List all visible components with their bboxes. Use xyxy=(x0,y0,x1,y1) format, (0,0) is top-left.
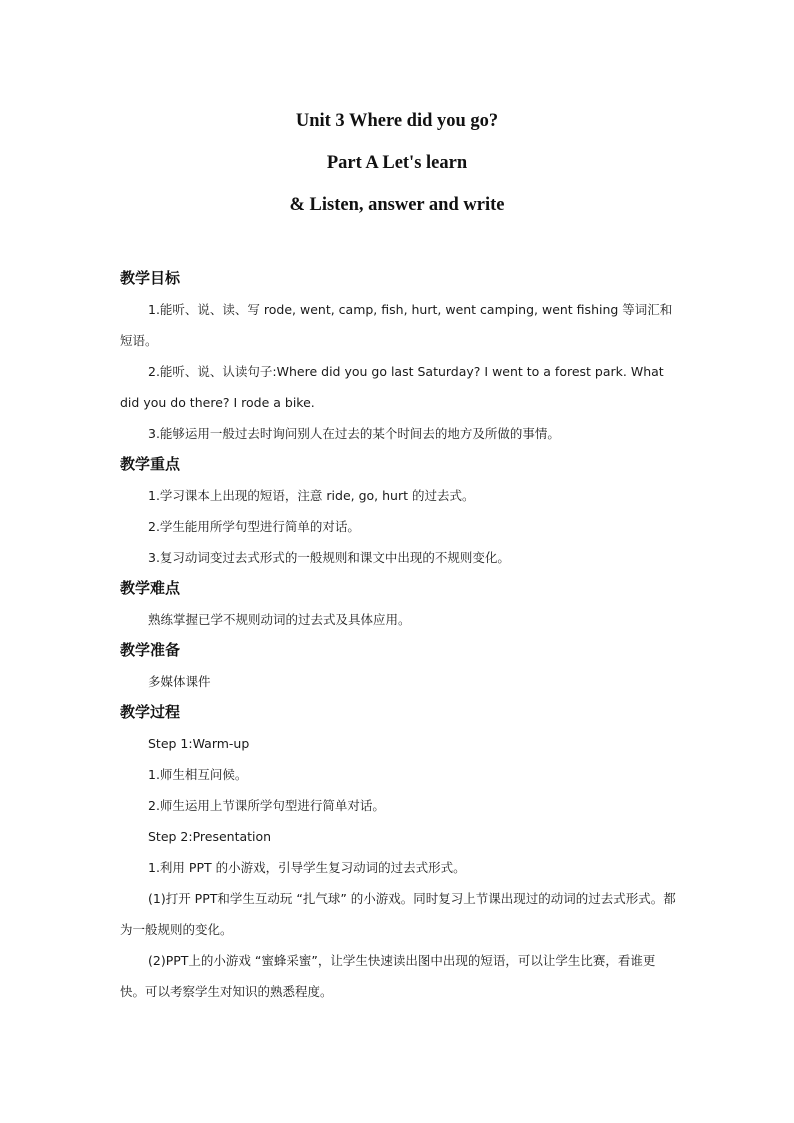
step-2-title: Step 2:Presentation xyxy=(148,829,272,844)
objective-1: 1.能听、说、读、写 rode, went, camp, fish, hurt, went camping, went fishing 等词汇和短语。 xyxy=(120,302,673,348)
step-1-title: Step 1:Warm-up xyxy=(148,736,250,751)
section-heading-objectives: 教学目标 xyxy=(120,269,181,287)
objective-2: 2.能听、说、认读句子:Where did you go last Saturday? I went to a forest park. What did you do there? I rode a bike. xyxy=(120,364,664,410)
step-2-item-2: (1)打开 PPT和学生互动玩 “扎气球” 的小游戏。同时复习上节课出现过的动词的过去式形式。都为一般规则的变化。 xyxy=(120,891,676,937)
title-activity: & Listen, answer and write xyxy=(289,195,505,215)
document-body xyxy=(120,263,680,1007)
section-process xyxy=(120,697,680,1007)
section-heading-key-points: 教学重点 xyxy=(120,455,181,473)
step-2-item-1: 1.利用 PPT 的小游戏，引导学生复习动词的过去式形式。 xyxy=(148,860,466,875)
preparation-1: 多媒体课件 xyxy=(148,674,211,689)
section-difficulties xyxy=(120,573,680,635)
key-point-2: 2.学生能用所学句型进行简单的对话。 xyxy=(148,519,360,534)
section-key-points xyxy=(120,449,680,573)
key-point-3: 3.复习动词变过去式形式的一般规则和课文中出现的不规则变化。 xyxy=(148,550,510,565)
section-preparation xyxy=(120,635,680,697)
step-1-item-2: 2.师生运用上节课所学句型进行简单对话。 xyxy=(148,798,385,813)
title-unit: Unit 3 Where did you go? xyxy=(295,111,499,131)
section-heading-difficulties: 教学难点 xyxy=(120,579,181,597)
section-heading-preparation: 教学准备 xyxy=(120,641,181,659)
objective-3: 3.能够运用一般过去时询问别人在过去的某个时间去的地方及所做的事情。 xyxy=(148,426,560,441)
document-title xyxy=(0,100,794,226)
key-point-1: 1.学习课本上出现的短语，注意 ride, go, hurt 的过去式。 xyxy=(148,488,475,503)
difficulty-1: 熟练掌握已学不规则动词的过去式及具体应用。 xyxy=(148,612,411,627)
section-objectives xyxy=(120,263,680,449)
step-2-item-3: (2)PPT上的小游戏 “蜜蜂采蜜”，让学生快速读出图中出现的短语，可以让学生比赛，看谁更快。可以考察学生对知识的熟悉程度。 xyxy=(120,953,656,999)
title-part: Part A Let's learn xyxy=(326,153,468,173)
section-heading-process: 教学过程 xyxy=(120,703,181,721)
step-1-item-1: 1.师生相互问候。 xyxy=(148,767,248,782)
